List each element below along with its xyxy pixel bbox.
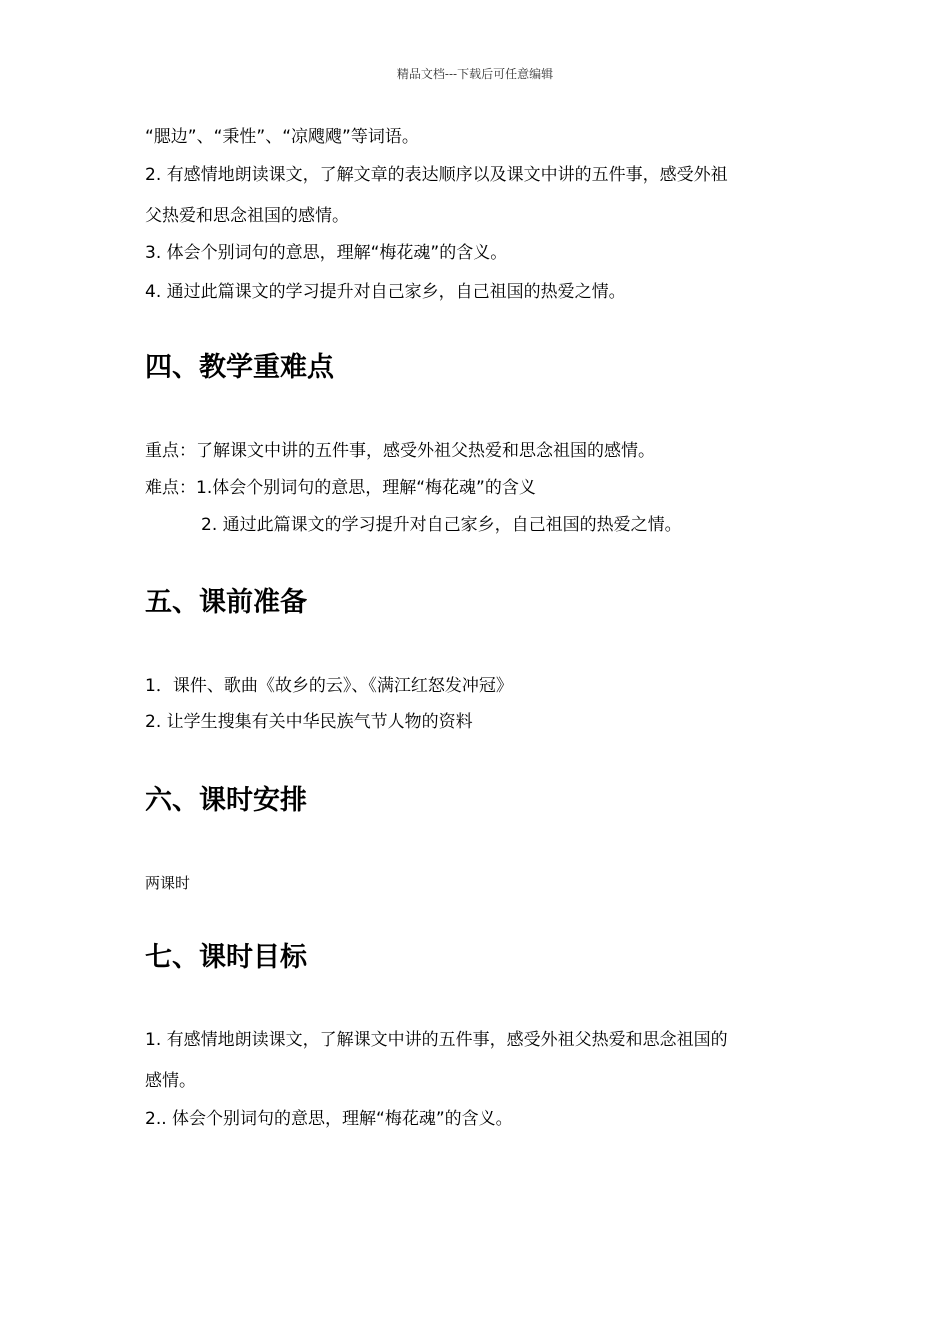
- difficult-point-1: 难点：1.体会个别词句的意思，理解“梅花魂”的含义: [145, 478, 536, 498]
- section-title-key-difficult: 四、教学重难点: [145, 352, 334, 383]
- key-point: 重点：了解课文中讲的五件事，感受外祖父热爱和思念祖国的感情。: [145, 441, 655, 461]
- preparation-item-2: 2. 让学生搜集有关中华民族气节人物的资料: [145, 712, 473, 732]
- section-title-preparation: 五、课前准备: [145, 587, 307, 618]
- lesson-goal-2: 2.. 体会个别词句的意思，理解“梅花魂”的含义。: [145, 1109, 513, 1129]
- page-header: 精品文档---下载后可任意编辑: [396, 67, 554, 81]
- preparation-item-1: 1．课件、歌曲《故乡的云》、《满江红怒发冲冠》: [145, 676, 513, 696]
- goal-line-4: 4. 通过此篇课文的学习提升对自己家乡，自己祖国的热爱之情。: [145, 282, 626, 302]
- schedule-text: 两课时: [145, 874, 191, 892]
- difficult-point-2: 2. 通过此篇课文的学习提升对自己家乡，自己祖国的热爱之情。: [201, 515, 682, 535]
- section-title-lesson-goals: 七、课时目标: [145, 942, 307, 973]
- goal-line-2b: 父热爱和思念祖国的感情。: [145, 206, 349, 226]
- goal-line-2a: 2. 有感情地朗读课文，了解文章的表达顺序以及课文中讲的五件事，感受外祖: [145, 165, 728, 185]
- goal-line-3: 3. 体会个别词句的意思，理解“梅花魂”的含义。: [145, 243, 508, 263]
- goal-line-vocabulary: “腮边”、“秉性”、“凉飕飕”等词语。: [145, 127, 419, 147]
- lesson-goal-1a: 1. 有感情地朗读课文，了解课文中讲的五件事，感受外祖父热爱和思念祖国的: [145, 1030, 728, 1050]
- section-title-schedule: 六、课时安排: [145, 785, 307, 816]
- lesson-goal-1b: 感情。: [145, 1071, 196, 1091]
